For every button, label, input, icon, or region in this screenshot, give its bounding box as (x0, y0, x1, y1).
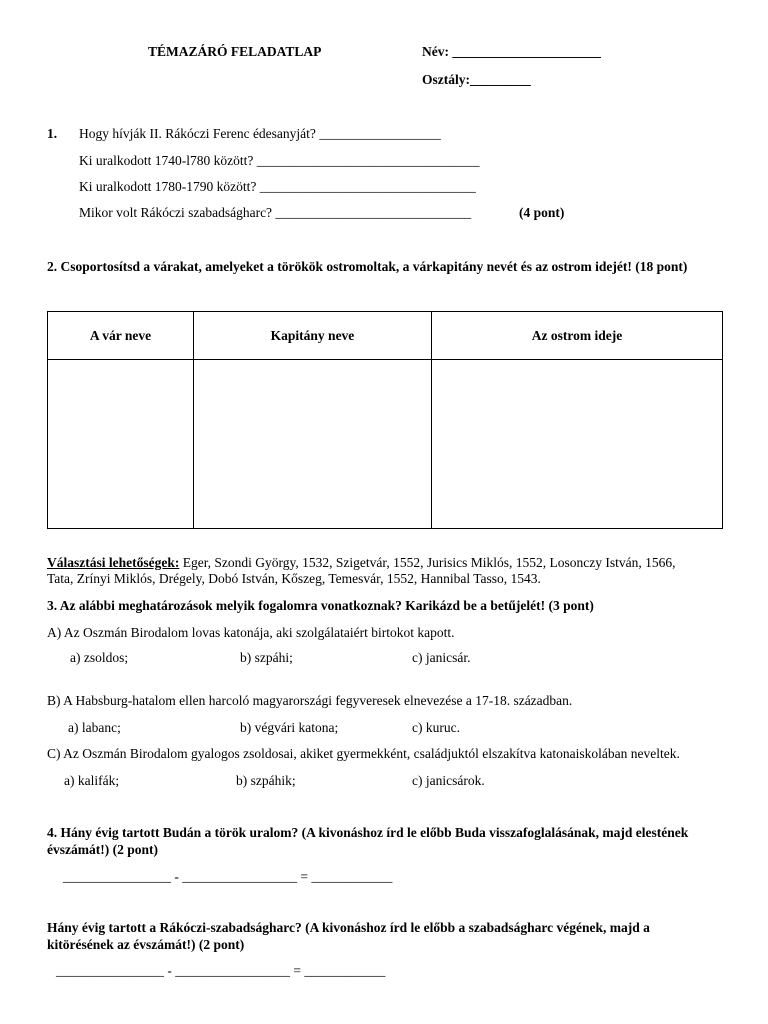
worksheet-title: TÉMAZÁRÓ FELADATLAP (148, 44, 322, 59)
header-captain-name: Kapitány neve (194, 312, 432, 360)
q1-points: (4 pont) (519, 205, 565, 220)
q3-prompt: 3. Az alábbi meghatározások melyik fogalomra vonatkoznak? Karikázd be a betűjelét! (3 pont) (47, 598, 594, 613)
q1-number: 1. (47, 126, 58, 141)
q3-a-question: A) Az Oszmán Birodalom lovas katonája, aki szolgálataiért birtokot kapott. (47, 625, 455, 640)
answer-cell-date[interactable] (432, 360, 723, 529)
q4-second-prompt-line-1: Hány évig tartott a Rákóczi-szabadságharc? (A kivonáshoz írd le előbb a szabadságharc végének, majd a (47, 920, 650, 935)
q4-prompt-line-2: évszámát!) (2 pont) (47, 842, 158, 857)
q1-line-3[interactable]: Ki uralkodott 1780-1790 között? ________________________________ (79, 179, 476, 194)
table-header-row (48, 312, 723, 360)
q2-prompt: 2. Csoportosítsd a várakat, amelyeket a törökök ostromoltak, a várkapitány nevét és az ostrom idejét! (18 pont) (47, 259, 688, 274)
table-answer-row (48, 360, 723, 529)
header-siege-date: Az ostrom ideje (432, 312, 723, 360)
q3-b-option-c[interactable]: c) kuruc. (412, 720, 460, 735)
q4-second-prompt-line-2: kitörésének az évszámát!) (2 pont) (47, 937, 245, 952)
options-text-1: Eger, Szondi György, 1532, Szigetvár, 1552, Jurisics Miklós, 1552, Losonczy István, 1566, (179, 555, 676, 570)
q3-b-option-a[interactable]: a) labanc; (68, 720, 121, 735)
options-text-2: Tata, Zrínyi Miklós, Drégely, Dobó István, Kőszeg, Temesvár, 1552, Hannibal Tasso, 1543. (47, 571, 541, 586)
q1-line-4[interactable]: Mikor volt Rákóczi szabadságharc? _____________________________ (79, 205, 472, 220)
q3-a-option-a[interactable]: a) zsoldos; (70, 650, 129, 665)
q3-a-option-b[interactable]: b) szpáhi; (240, 650, 293, 665)
q4-answer-blank-1[interactable]: ________________ - _________________ = ____________ (63, 869, 393, 884)
name-field-line[interactable]: Név: ______________________ (422, 44, 601, 59)
header-castle-name: A vár neve (48, 312, 194, 360)
options-label: Választási lehetőségek: (47, 555, 180, 570)
options-line-1 (47, 555, 675, 571)
q3-b-option-b[interactable]: b) végvári katona; (240, 720, 339, 735)
q3-c-option-a[interactable]: a) kalifák; (64, 773, 120, 788)
q4-answer-blank-2[interactable]: ________________ - _________________ = ____________ (56, 963, 386, 978)
answer-cell-castle[interactable] (48, 360, 194, 529)
q3-b-question: B) A Habsburg-hatalom ellen harcoló magyarországi fegyveresek elnevezése a 17-18. században. (47, 693, 573, 708)
q1-line-1[interactable]: Hogy hívják II. Rákóczi Ferenc édesanyját? __________________ (79, 126, 441, 141)
q4-prompt-line-1: 4. Hány évig tartott Budán a török uralom? (A kivonáshoz írd le előbb Buda visszafoglalásának, majd elestének (47, 825, 689, 840)
q3-c-question: C) Az Oszmán Birodalom gyalogos zsoldosai, akiket gyermekként, családjuktól elszakítva katonaiskolában neveltek. (47, 746, 680, 761)
q3-c-option-b[interactable]: b) szpáhik; (236, 773, 296, 788)
q1-line-2[interactable]: Ki uralkodott 1740-l780 között? _________________________________ (79, 153, 480, 168)
class-field-line[interactable]: Osztály:_________ (422, 72, 531, 87)
castle-table (47, 311, 723, 529)
answer-cell-captain[interactable] (194, 360, 432, 529)
q3-c-option-c[interactable]: c) janicsárok. (412, 773, 485, 788)
q3-a-option-c[interactable]: c) janicsár. (412, 650, 471, 665)
